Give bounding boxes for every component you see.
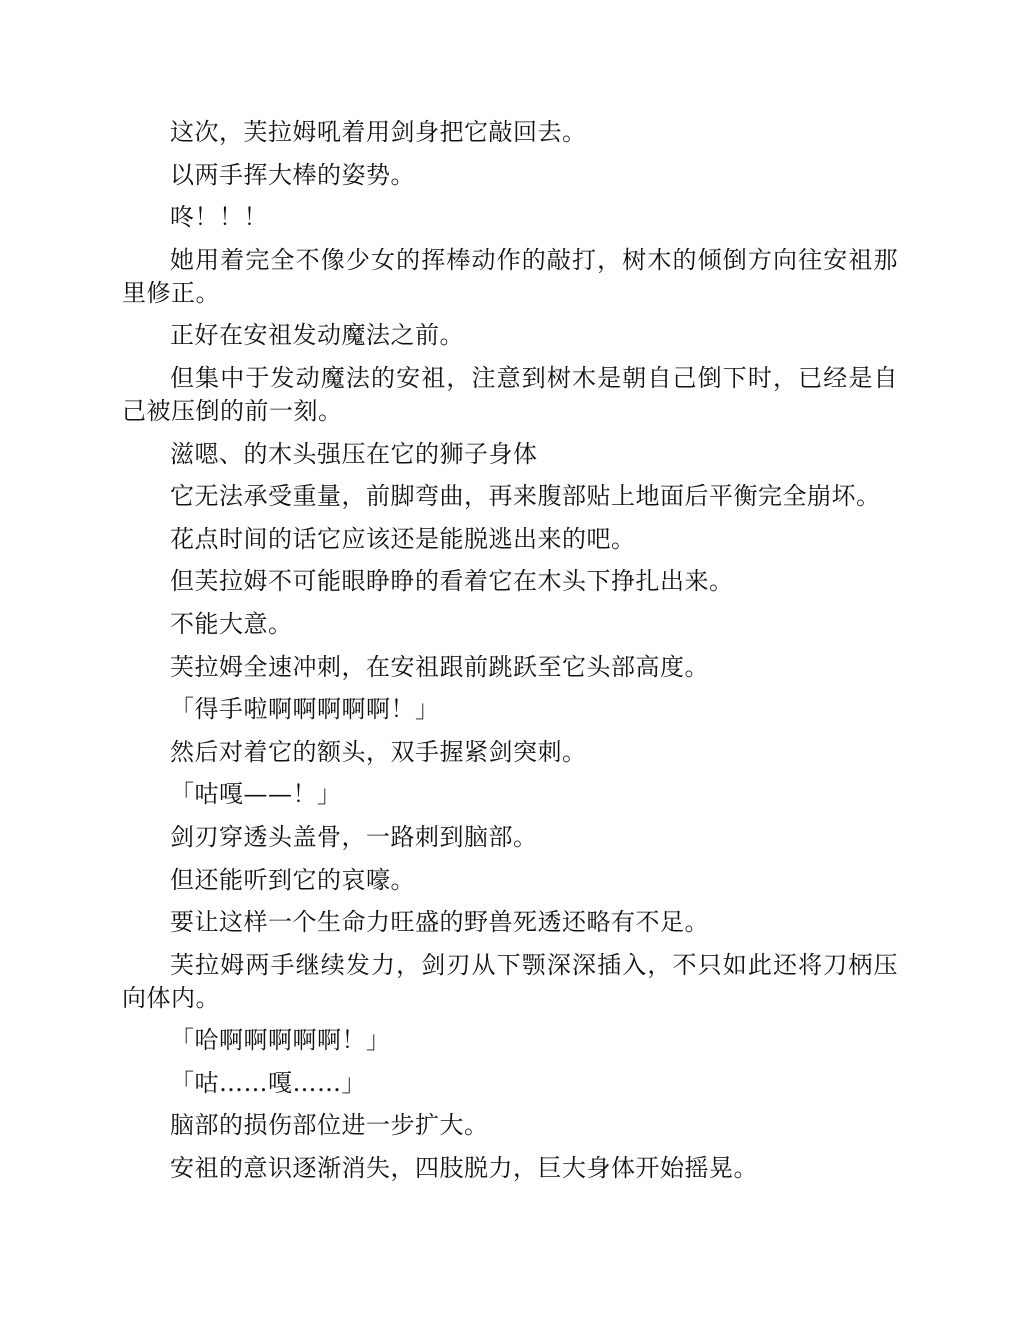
paragraph: 咚！！！ xyxy=(170,203,268,232)
paragraph: 花点时间的话它应该还是能脱逃出来的吧。 xyxy=(170,524,636,553)
paragraph: 「咕……嘎……」 xyxy=(170,1068,366,1097)
paragraph: 「哈啊啊啊啊啊！」 xyxy=(170,1026,391,1055)
paragraph: 它无法承受重量，前脚弯曲，再来腹部贴上地面后平衡完全崩坏。 xyxy=(170,482,881,511)
body-text xyxy=(122,116,898,1195)
paragraph: 不能大意。 xyxy=(170,609,293,638)
paragraph: 以两手挥大棒的姿势。 xyxy=(170,160,415,189)
paragraph: 这次，芙拉姆吼着用剑身把它敲回去。 xyxy=(170,118,587,146)
paragraph: 芙拉姆两手继续发力，剑刃从下颚深深插入，不只如此还将刀柄压向体内。 xyxy=(122,950,898,1012)
paragraph: 剑刃穿透头盖骨，一路刺到脑部。 xyxy=(170,822,538,851)
paragraph: 但集中于发动魔法的安祖，注意到树木是朝自己倒下时，已经是自己被压倒的前一刻。 xyxy=(122,363,898,425)
paragraph: 滋嗯、的木头强压在它的狮子身体 xyxy=(170,439,538,468)
paragraph: 安祖的意识逐渐消失，四肢脱力，巨大身体开始摇晃。 xyxy=(170,1154,758,1183)
paragraph: 但芙拉姆不可能眼睁睁的看着它在木头下挣扎出来。 xyxy=(170,567,734,596)
paragraph: 然后对着它的额头，双手握紧剑突刺。 xyxy=(170,737,587,766)
paragraph: 她用着完全不像少女的挥棒动作的敲打，树木的倾倒方向往安祖那里修正。 xyxy=(122,245,898,307)
paragraph: 但还能听到它的哀嚎。 xyxy=(170,865,415,894)
paragraph: 脑部的损伤部位进一步扩大。 xyxy=(170,1111,489,1140)
paragraph: 芙拉姆全速冲刺，在安祖跟前跳跃至它头部高度。 xyxy=(170,652,709,681)
paragraph: 要让这样一个生命力旺盛的野兽死透还略有不足。 xyxy=(170,908,709,937)
paragraph: 正好在安祖发动魔法之前。 xyxy=(170,321,464,350)
paragraph: 「咕嘎——！」 xyxy=(170,780,342,809)
paragraph: 「得手啦啊啊啊啊啊！」 xyxy=(170,695,440,724)
